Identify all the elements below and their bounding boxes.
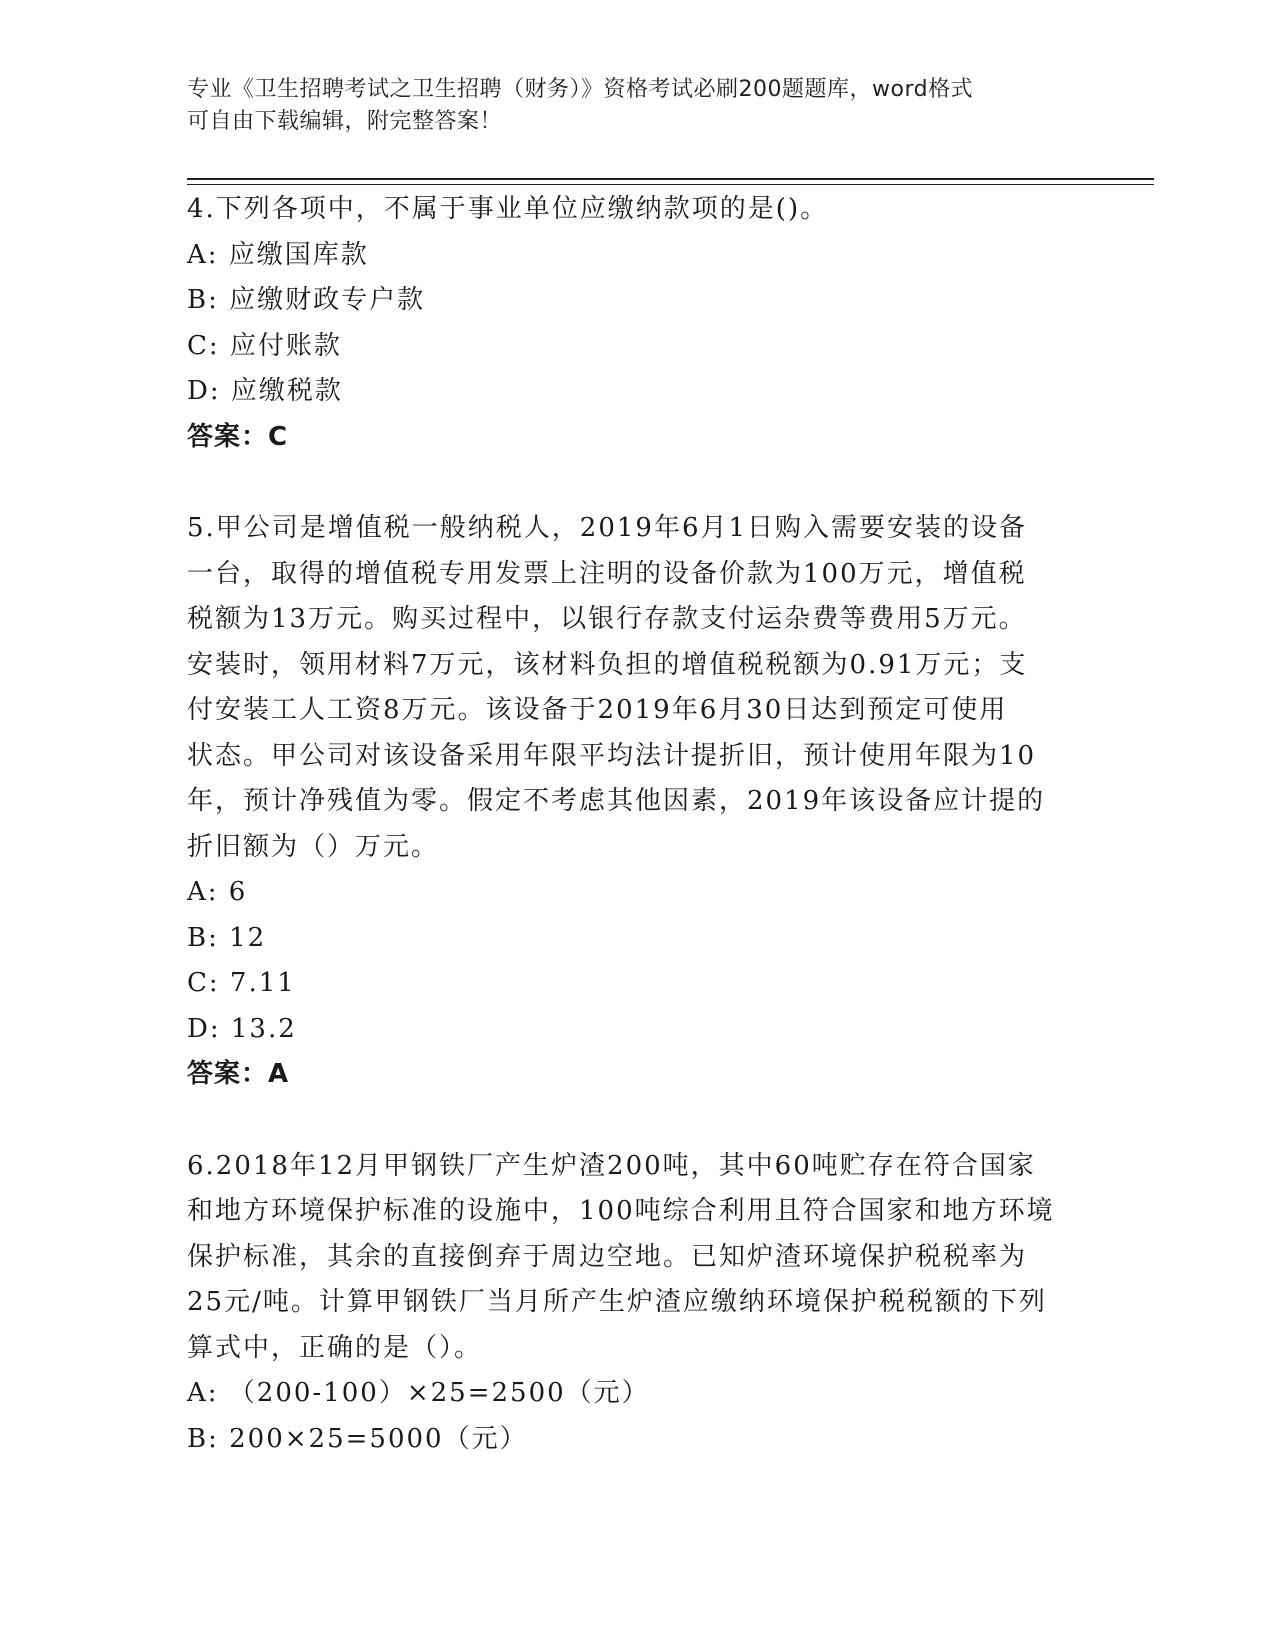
question-stem-line: 年，预计净残值为零。假定不考虑其他因素，2019年该设备应计提的 xyxy=(187,786,1046,816)
option-b: B: 12 xyxy=(187,922,267,953)
question-stem-line: 一台，取得的增值税专用发票上注明的设备价款为100万元，增值税 xyxy=(187,558,1027,589)
question-stem-line: 状态。甲公司对该设备采用年限平均法计提折旧，预计使用年限为10 xyxy=(187,740,1037,771)
answer: 答案：A xyxy=(187,1059,290,1089)
question-stem-line: 税额为13万元。购买过程中，以银行存款支付运杂费等费用5万元。 xyxy=(187,604,1027,634)
question-stem-line: 保护标准，其余的直接倒弃于周边空地。已知炉渣环境保护税税率为 xyxy=(187,1241,1028,1272)
question-stem-line: 安装时，领用材料7万元，该材料负担的增值税税额为0.91万元；支 xyxy=(187,649,1028,680)
spacer xyxy=(187,1098,1087,1144)
header-line-1: 专业《卫生招聘考试之卫生招聘（财务）》资格考试必刷200题题库，word格式 xyxy=(187,77,974,102)
option-c: C: 应付账款 xyxy=(187,330,342,361)
question-stem-line: 5.甲公司是增值税一般纳税人，2019年6月1日购入需要安装的设备 xyxy=(187,513,1028,543)
question-4 xyxy=(187,187,1087,460)
header-divider-thin xyxy=(187,184,1154,185)
question-stem-line: 6.2018年12月甲钢铁厂产生炉渣200吨，其中60吨贮存在符合国家 xyxy=(187,1150,1036,1181)
option-a: A: 6 xyxy=(187,877,248,907)
option-a: A: 应缴国库款 xyxy=(187,239,369,270)
question-stem: 4.下列各项中，不属于事业单位应缴纳款项的是()。 xyxy=(187,194,829,224)
option-a: A: （200-100）×25=2500（元） xyxy=(187,1378,650,1408)
document-body xyxy=(187,187,1087,1462)
document-header xyxy=(187,74,1067,138)
question-stem-line: 折旧额为（）万元。 xyxy=(187,831,440,862)
spacer xyxy=(187,460,1087,506)
question-stem-line: 算式中，正确的是（）。 xyxy=(187,1332,483,1363)
question-stem-line: 25元/吨。计算甲钢铁厂当月所产生炉渣应缴纳环境保护税税额的下列 xyxy=(187,1287,1047,1317)
option-d: D: 13.2 xyxy=(187,1013,297,1044)
option-c: C: 7.11 xyxy=(187,968,296,998)
header-line-2: 可自由下载编辑，附完整答案！ xyxy=(187,109,503,134)
question-stem-line: 和地方环境保护标准的设施中，100吨综合利用且符合国家和地方环境 xyxy=(187,1196,1055,1226)
header-divider-thick xyxy=(187,178,1154,180)
question-stem-line: 付安装工人工资8万元。该设备于2019年6月30日达到预定可使用 xyxy=(187,695,1008,725)
answer: 答案：C xyxy=(187,421,289,452)
question-5 xyxy=(187,506,1087,1098)
option-b: B: 应缴财政专户款 xyxy=(187,285,426,315)
question-6 xyxy=(187,1144,1087,1463)
option-d: D: 应缴税款 xyxy=(187,376,343,406)
option-b: B: 200×25=5000（元） xyxy=(187,1423,528,1454)
